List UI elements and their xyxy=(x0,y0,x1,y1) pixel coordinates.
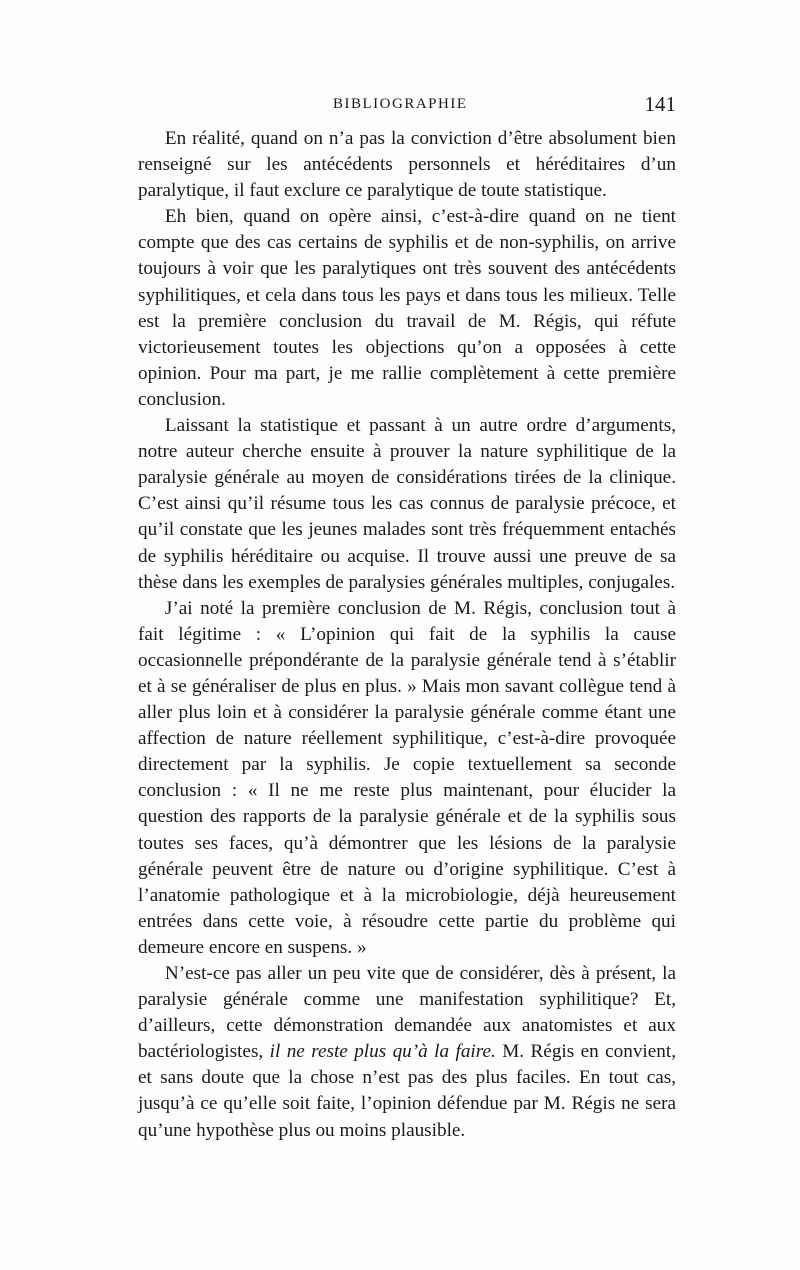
paragraph-5-italic: il ne reste plus qu’à la faire. xyxy=(269,1041,496,1063)
body-text xyxy=(138,126,676,1144)
paragraph-5 xyxy=(138,961,676,1144)
paragraph-1: En réalité, quand on n’a pas la conviction d’être absolument bien renseigné sur les antécédents personnels et héréditaires d’un paralytique, il faut exclure ce paralytique de toute statistique. xyxy=(138,128,676,202)
paragraph-2: Eh bien, quand on opère ainsi, c’est-à-dire quand on ne tient compte que des cas certains de syphilis et de non-syphilis, on arrive toujours à voir que les paralytiques ont très souvent des antécédents syphilitiques, et cela dans tous les pays et dans tous les milieux. Telle est la première conclusion du travail de M. Régis, qui réfute victorieusement toutes les objections qu’on a opposées à cette opinion. Pour ma part, je me rallie complètement à cette première conclusion. xyxy=(138,206,676,410)
running-head xyxy=(138,92,676,122)
paragraph-3: Laissant la statistique et passant à un autre ordre d’arguments, notre auteur cherche ensuite à prouver la nature syphilitique de la paralysie générale au moyen de considérations tirées de la clinique. C’est ainsi qu’il résume tous les cas connus de paralysie précoce, et qu’il constate que les jeunes malades sont très fréquemment entachés de syphilis héréditaire ou acquise. Il trouve aussi une preuve de sa thèse dans les exemples de paralysies générales multiples, conjugales. xyxy=(138,415,676,593)
paragraph-4: J’ai noté la première conclusion de M. Régis, conclusion tout à fait légitime : « L’opinion qui fait de la syphilis la cause occasionnelle prépondérante de la paralysie générale tend à s’établir et à se généraliser de plus en plus. » Mais mon savant collègue tend à aller plus loin et à considérer la paralysie générale comme étant une affection de nature réellement syphilitique, c’est-à-dire provoquée directement par la syphilis. Je copie textuellement sa seconde conclusion : « Il ne me reste plus maintenant, pour élucider la question des rapports de la paralysie générale et de la syphilis sous toutes ses faces, qu’à démontrer que les lésions de la paralysie générale peuvent être de nature ou d’origine syphilitique. C’est à l’anatomie pathologique et à la microbiologie, déjà heureusement entrées dans cette voie, à résoudre cette partie du problème qui demeure encore en suspens. » xyxy=(138,597,676,958)
page-number: 141 xyxy=(644,92,676,116)
paragraph-5-end: M. Régis en convient, et sans doute que la chose n’est pas des plus faciles. En tout cas, jusqu’à ce qu’elle soit faite, l’opinion défendue par M. Régis ne sera qu’une hypothèse plus ou moins plausible. xyxy=(138,1041,676,1141)
paragraph-5-start: N’est-ce pas aller un peu vite que de considérer, dès à présent, la paralysie générale comme une manifestation syphilitique? Et, d’ailleurs, cette démonstration demandée aux anatomistes et aux bactériologistes, xyxy=(138,963,676,1063)
running-title: BIBLIOGRAPHIE xyxy=(333,96,468,112)
